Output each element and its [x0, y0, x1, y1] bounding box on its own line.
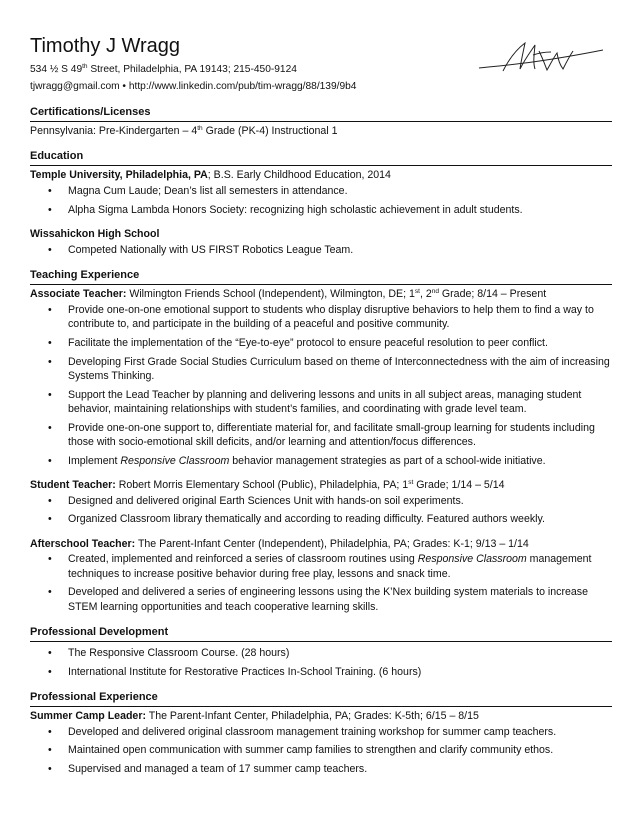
list-item: • Developed and delivered original classroom management training workshop for summer camp teachers.	[30, 725, 612, 739]
address-post: Street, Philadelphia, PA 19143; 215-450-9124	[87, 64, 297, 75]
associate-sup1: st	[414, 288, 420, 296]
student-detail-b: Grade; 1/14 – 5/14	[413, 478, 505, 491]
list-item: • International Institute for Restorative Practices In-School Training. (6 hours)	[30, 665, 612, 679]
resume-page	[30, 34, 612, 776]
student-bullets	[30, 494, 612, 527]
created-italic: Responsive Classroom	[417, 553, 527, 566]
address-pre: 534 ½ S 49	[30, 64, 83, 75]
list-item: • Competed Nationally with US FIRST Robotics League Team.	[30, 243, 612, 257]
temple-bullets	[30, 184, 612, 217]
associate-detail-c: Grade; 8/14 – Present	[438, 288, 547, 300]
camp-detail: The Parent-Infant Center, Philadelphia, PA; Grades: K-5th; 6/15 – 8/15	[145, 709, 479, 722]
development-bullets	[30, 646, 612, 679]
created-pre: Created, implemented and reinforced a series of classroom routines using	[68, 553, 418, 566]
list-item	[30, 552, 612, 580]
address-sup: th	[82, 63, 88, 71]
implement-italic: Responsive Classroom	[120, 454, 230, 467]
implement-pre: Implement	[68, 454, 121, 467]
development-section	[30, 625, 612, 679]
list-item	[30, 454, 612, 468]
implement-post: behavior management strategies as part of a school-wide initiative.	[229, 454, 546, 467]
candidate-name: Timothy J Wragg	[30, 35, 181, 57]
afterschool-role: Afterschool Teacher:	[30, 537, 136, 550]
education-heading: Education	[30, 149, 612, 166]
experience-entry-camp	[30, 709, 612, 777]
address-line	[30, 62, 612, 77]
associate-role: Associate Teacher:	[30, 288, 127, 300]
wissahickon-bullets	[30, 243, 612, 257]
teaching-heading: Teaching Experience	[30, 268, 612, 285]
list-item: • Supervised and managed a team of 17 summer camp teachers.	[30, 762, 612, 776]
list-item: • The Responsive Classroom Course. (28 hours)	[30, 646, 612, 660]
teaching-entry-associate	[30, 287, 612, 468]
list-item: • Provide one-on-one support to, differentiate material for, and facilitate small-group learning for students including those with socio-emotional skill deficits, and/or learning and attention/focus differences.	[30, 421, 612, 449]
camp-role: Summer Camp Leader:	[30, 709, 146, 722]
list-item: • Organized Classroom library thematically and according to reading difficulty. Featured authors weekly.	[30, 512, 612, 526]
cert-post: Grade (PK-4) Instructional 1	[202, 125, 338, 137]
list-item: • Designed and delivered original Earth Sciences Unit with hands-on soil experiments.	[30, 494, 612, 508]
temple-title: Temple University, Philadelphia, PA	[30, 169, 208, 182]
wissahickon-title: Wissahickon High School	[30, 228, 160, 240]
teaching-section	[30, 268, 612, 614]
email-web-line: tjwragg@gmail.com • http://www.linkedin.com/pub/tim-wragg/88/139/9b4	[30, 81, 357, 92]
wissahickon-header	[30, 227, 612, 241]
experience-heading: Professional Experience	[30, 690, 612, 707]
list-item: • Facilitate the implementation of the “Eye-to-eye” protocol to ensure peaceful resolution to peer conflict.	[30, 336, 612, 350]
afterschool-header	[30, 537, 612, 551]
education-section	[30, 149, 612, 257]
associate-detail-b: , 2	[419, 288, 432, 300]
list-item: • Developed and delivered a series of engineering lessons using the K’Nex building system materials to increase STEM learning opportunities and teach cooperative learning skills.	[30, 585, 612, 613]
student-header	[30, 478, 612, 492]
associate-sup2: nd	[431, 288, 439, 296]
experience-section	[30, 690, 612, 777]
list-item: • Developing First Grade Social Studies Curriculum based on theme of Interconnectedness with the aim of increasing Systems Thinking.	[30, 355, 612, 383]
certifications-section	[30, 105, 612, 138]
list-item: • Alpha Sigma Lambda Honors Society: recognizing high scholastic achievement in adult students.	[30, 203, 612, 217]
list-item: • Support the Lead Teacher by planning and delivering lessons and units in all subject areas, managing student behavior, maintaining relationships with student’s families, and coordinating with grade level team.	[30, 388, 612, 416]
education-entry-wissahickon	[30, 227, 612, 257]
cert-sup: th	[197, 125, 203, 133]
afterschool-detail: The Parent-Infant Center (Independent), Philadelphia, PA; Grades: K-1; 9/13 – 1/14	[135, 537, 529, 550]
development-heading: Professional Development	[30, 625, 612, 642]
teaching-entry-afterschool	[30, 537, 612, 614]
list-item: • Magna Cum Laude; Dean’s list all semesters in attendance.	[30, 184, 612, 198]
student-detail-a: Robert Morris Elementary School (Public), Philadelphia, PA; 1	[115, 478, 409, 491]
certification-line	[30, 124, 612, 138]
list-item: • Maintained open communication with summer camp families to strengthen and clarify community ethos.	[30, 743, 612, 757]
cert-pre: Pennsylvania: Pre-Kindergarten – 4	[30, 125, 198, 137]
student-sup1: st	[408, 478, 414, 486]
temple-header	[30, 168, 612, 182]
camp-header	[30, 709, 612, 723]
student-role: Student Teacher:	[30, 478, 116, 491]
associate-header	[30, 287, 612, 301]
created-post: management techniques to increase positive behavior during free play, lessons and snack time.	[68, 553, 592, 580]
list-item: • Provide one-on-one emotional support to students who display disruptive behaviors to help them to find a way to contribute to, and participate in the building of a peaceful and positive community.	[30, 303, 612, 331]
camp-bullets	[30, 725, 612, 777]
certifications-heading: Certifications/Licenses	[30, 105, 612, 122]
resume-header	[30, 34, 612, 94]
education-entry-temple	[30, 168, 612, 217]
teaching-entry-student	[30, 478, 612, 527]
afterschool-bullets	[30, 552, 612, 613]
temple-detail: ; B.S. Early Childhood Education, 2014	[207, 169, 391, 182]
associate-bullets	[30, 303, 612, 468]
associate-detail-a: Wilmington Friends School (Independent), Wilmington, DE; 1	[126, 288, 415, 300]
